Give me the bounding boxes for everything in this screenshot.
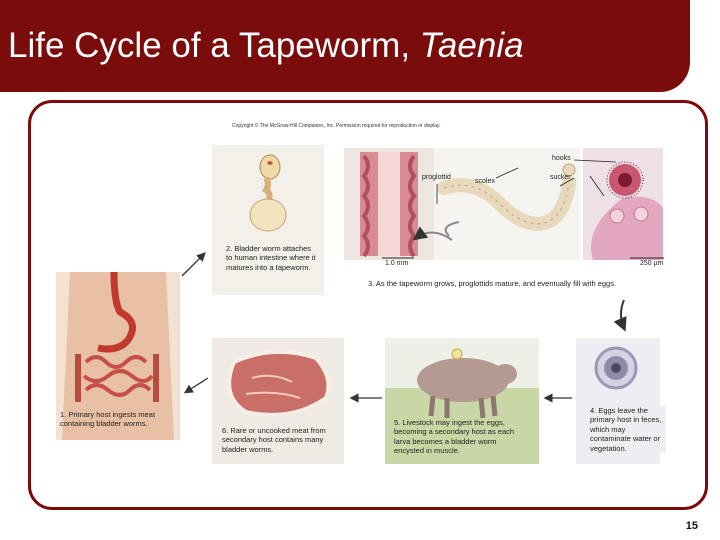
pointer-hooks [574,160,616,162]
step-5-caption: 5. Livestock may ingest the eggs, becoming a secondary host as each larva becomes a bladder worm encysted in muscle. [394,418,515,456]
arrow-3-to-4 [621,300,624,328]
step-4-caption: 4. Eggs leave the primary host in feces, which may contaminate water or vegetation. [590,406,666,453]
pointer-scolex [496,168,518,178]
title-text: Life Cycle of a Tapeworm, [8,26,420,65]
label-hooks: hooks [552,155,571,162]
arrow-6-to-1 [186,378,208,392]
arrow-1-to-2 [182,254,204,276]
label-proglottid: proglottid [422,174,451,181]
step-6-caption: 6. Rare or uncooked meat from secondary host contains many bladder worms. [222,426,326,454]
copyright-notice: Copyright © The McGraw-Hill Companies, Inc. Permission required for reproduction or display. [232,123,441,129]
pointer-sucker-micrograph [590,176,604,196]
label-sucker: sucker [550,174,571,181]
step-1-caption: 1. Primary host ingests meat containing bladder worms. [60,410,156,429]
scale-bar-mm: 1.0 mm [385,260,409,267]
scale-bar-um: 250 µm [640,260,664,267]
pointer-sucker [560,178,574,186]
arrow-2-to-3 [416,232,452,240]
step-2-caption: 2. Bladder worm attaches to human intestine where it matures into a tapeworm. [226,244,316,272]
step-3-caption: 3. As the tapeworm grows, proglottids mature, and eventually fill with eggs. [368,279,617,288]
page-number: 15 [685,520,698,532]
title-genus: Taenia [419,26,524,65]
label-scolex: scolex [475,178,495,185]
